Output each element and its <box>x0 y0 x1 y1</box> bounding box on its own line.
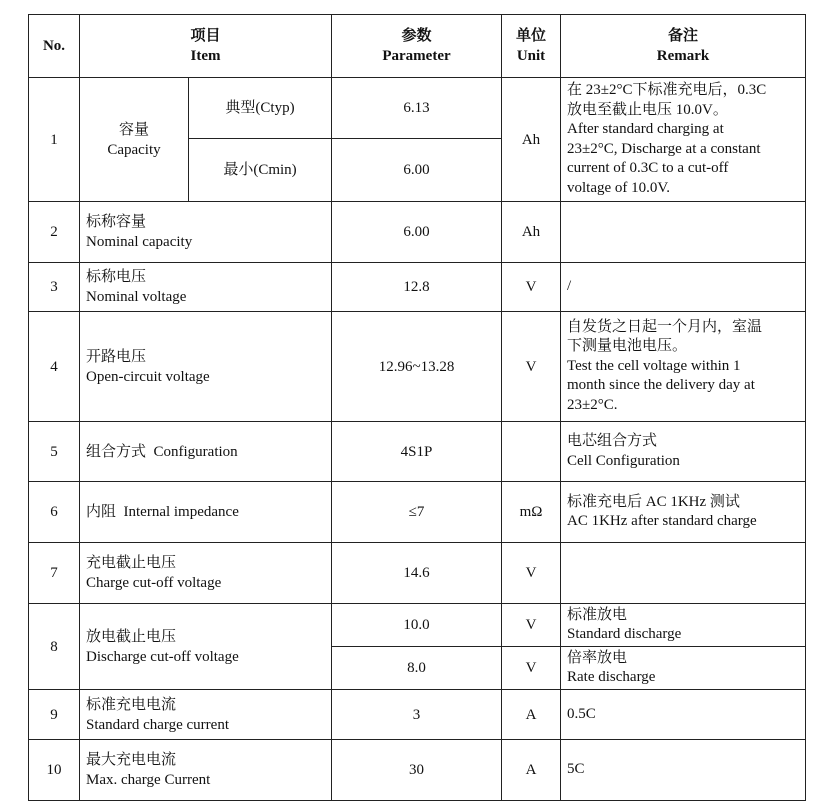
item-en: Max. charge Current <box>86 772 211 788</box>
remark-cell: 0.5C <box>561 690 806 740</box>
item-en: Standard charge current <box>86 716 229 733</box>
remark-line: Rate discharge <box>567 669 656 685</box>
header-unit <box>502 15 561 78</box>
item-zh: 标称容量 <box>86 214 147 230</box>
remark-cell: / <box>561 263 806 312</box>
unit-value: V <box>502 263 561 312</box>
remark-line: Standard discharge <box>567 626 682 642</box>
row-number: 9 <box>29 690 80 740</box>
remark-cell <box>561 482 806 543</box>
header-remark-zh: 备注 <box>668 28 699 44</box>
item-cell: 组合方式 Configuration <box>80 422 332 482</box>
header-unit-zh: 单位 <box>516 28 547 44</box>
parameter-value: 10.0 <box>332 604 502 647</box>
remark-line: 放电至截止电压 10.0V。 <box>567 101 728 118</box>
parameter-value: ≤7 <box>332 482 502 543</box>
header-remark <box>561 15 806 78</box>
item-cell <box>80 740 332 801</box>
remark-line: 标准放电 <box>567 606 628 623</box>
parameter-value: 12.8 <box>332 263 502 312</box>
item-en: Open-circuit voltage <box>86 368 210 385</box>
table-row <box>29 202 806 263</box>
remark-line: 下测量电池电压。 <box>567 338 688 355</box>
header-item <box>80 15 332 78</box>
item-cell <box>80 604 332 690</box>
item-cell <box>80 543 332 604</box>
unit-value: V <box>502 312 561 422</box>
table-row <box>29 604 806 647</box>
table-row <box>29 690 806 740</box>
item-cell: 内阻 Internal impedance <box>80 482 332 543</box>
sub-item-label: 最小(Cmin) <box>189 139 332 202</box>
row-number: 1 <box>29 78 80 202</box>
header-param-en: Parameter <box>382 48 451 64</box>
unit-value: Ah <box>502 78 561 202</box>
row-number: 10 <box>29 740 80 801</box>
parameter-value: 30 <box>332 740 502 801</box>
item-cell <box>80 690 332 740</box>
remark-line: voltage of 10.0V. <box>567 179 671 196</box>
item-cell <box>80 78 189 202</box>
unit-value: V <box>502 647 561 690</box>
remark-line: current of 0.3C to a cut-off <box>567 160 729 176</box>
remark-cell: 5C <box>561 740 806 801</box>
header-remark-en: Remark <box>656 48 710 64</box>
remark-line: 23±2°C, Discharge at a constant <box>567 140 761 157</box>
spec-table <box>28 14 806 801</box>
remark-cell <box>561 312 806 422</box>
table-row <box>29 312 806 422</box>
parameter-value: 4S1P <box>332 422 502 482</box>
header-param-zh: 参数 <box>401 28 432 44</box>
header-parameter <box>332 15 502 78</box>
parameter-value: 8.0 <box>332 647 502 690</box>
remark-line: 倍率放电 <box>567 649 628 666</box>
row-number: 3 <box>29 263 80 312</box>
item-en: Nominal capacity <box>86 234 193 250</box>
parameter-value: 6.00 <box>332 202 502 263</box>
item-zh: 开路电压 <box>86 348 147 365</box>
remark-cell <box>561 78 806 202</box>
row-number: 2 <box>29 202 80 263</box>
item-en: Nominal voltage <box>86 289 187 305</box>
remark-line: 自发货之日起一个月内，室温 <box>567 318 763 335</box>
unit-value: A <box>502 740 561 801</box>
remark-line: 电芯组合方式 <box>567 433 658 449</box>
unit-value: V <box>502 604 561 647</box>
remark-cell <box>561 647 806 690</box>
row-number: 4 <box>29 312 80 422</box>
item-zh: 标准充电电流 <box>86 696 177 713</box>
item-zh: 标称电压 <box>86 269 147 285</box>
remark-line: Test the cell voltage within 1 <box>567 357 741 374</box>
item-en: Capacity <box>107 141 161 158</box>
item-zh: 容量 <box>118 121 149 138</box>
unit-value: mΩ <box>502 482 561 543</box>
row-number: 8 <box>29 604 80 690</box>
table-row <box>29 543 806 604</box>
header-unit-en: Unit <box>516 48 546 64</box>
sub-item-label: 典型(Ctyp) <box>189 78 332 139</box>
item-en: Charge cut-off voltage <box>86 575 222 591</box>
row-number: 7 <box>29 543 80 604</box>
unit-value <box>502 422 561 482</box>
header-item-zh: 项目 <box>190 28 221 44</box>
table-row <box>29 422 806 482</box>
parameter-value: 14.6 <box>332 543 502 604</box>
header-row <box>29 15 806 78</box>
remark-cell <box>561 422 806 482</box>
remark-cell <box>561 202 806 263</box>
item-en: Discharge cut-off voltage <box>86 648 239 665</box>
unit-value: A <box>502 690 561 740</box>
unit-value: Ah <box>502 202 561 263</box>
row-number: 6 <box>29 482 80 543</box>
remark-line: 23±2°C. <box>567 396 618 413</box>
remark-cell <box>561 604 806 647</box>
remark-line: Cell Configuration <box>567 452 680 469</box>
table-row <box>29 482 806 543</box>
remark-cell <box>561 543 806 604</box>
parameter-value: 6.00 <box>332 139 502 202</box>
remark-line: 标准充电后 AC 1KHz 测试 <box>567 493 740 510</box>
remark-line: AC 1KHz after standard charge <box>567 513 757 529</box>
item-zh: 充电截止电压 <box>86 555 177 571</box>
item-zh: 放电截止电压 <box>86 628 177 645</box>
remark-line: month since the delivery day at <box>567 377 755 394</box>
table-row <box>29 263 806 312</box>
table-row <box>29 78 806 139</box>
unit-value: V <box>502 543 561 604</box>
remark-line: 在 23±2°C下标准充电后，0.3C <box>567 82 767 98</box>
header-item-en: Item <box>190 48 221 64</box>
row-number: 5 <box>29 422 80 482</box>
item-cell <box>80 312 332 422</box>
item-cell <box>80 263 332 312</box>
header-no: No. <box>29 15 80 78</box>
remark-line: After standard charging at <box>567 121 724 137</box>
parameter-value: 6.13 <box>332 78 502 139</box>
parameter-value: 12.96~13.28 <box>332 312 502 422</box>
parameter-value: 3 <box>332 690 502 740</box>
item-cell <box>80 202 332 263</box>
item-zh: 最大充电电流 <box>86 752 177 768</box>
table-row <box>29 740 806 801</box>
